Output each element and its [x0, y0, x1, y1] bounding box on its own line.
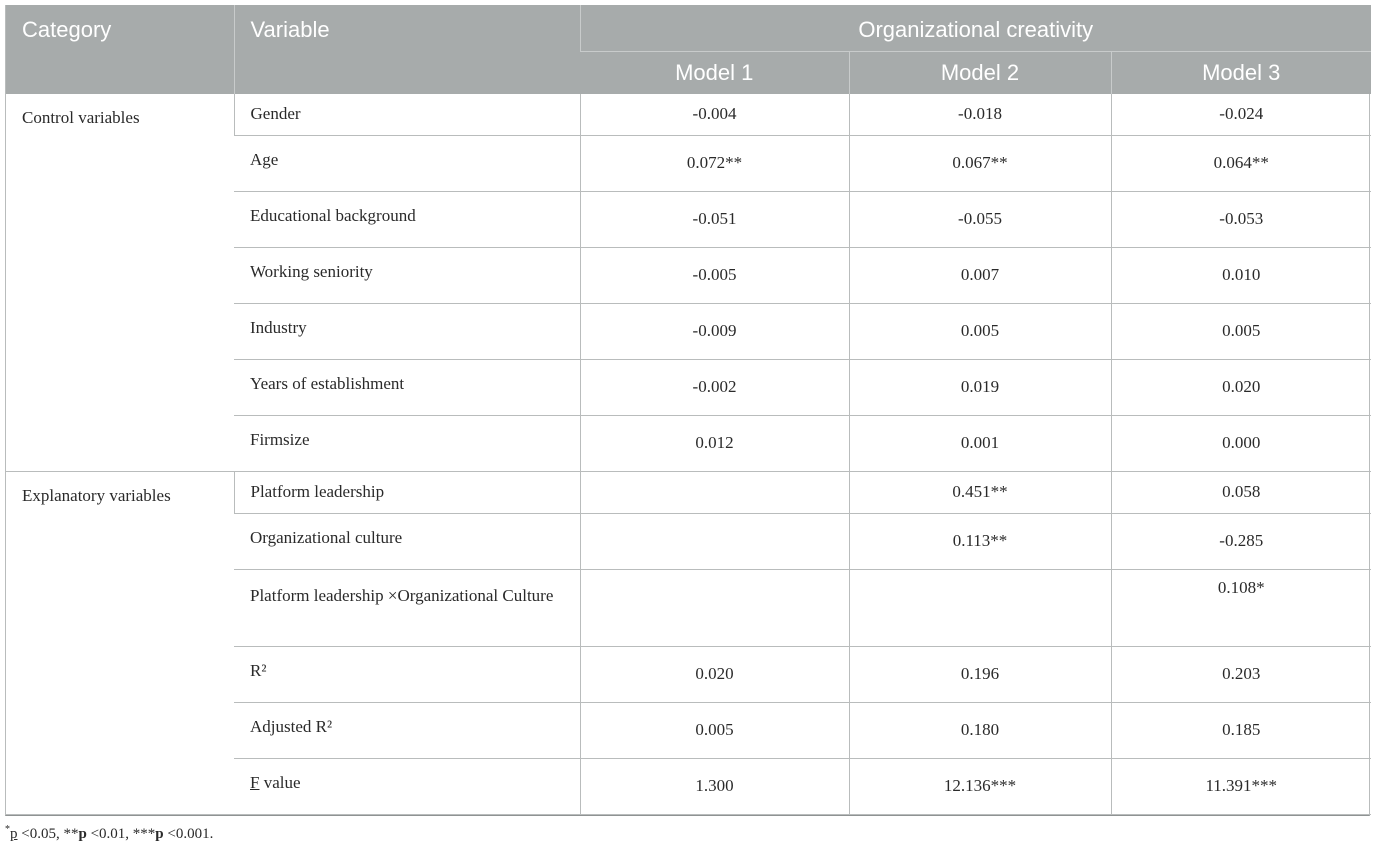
footnote-star: *	[5, 823, 10, 835]
header-variable: Variable	[234, 5, 580, 94]
model1-cell	[580, 513, 849, 569]
variable-cell: Organizational culture	[234, 513, 580, 569]
variable-cell: Platform leadership ×Organizational Culture	[234, 569, 580, 646]
category-control-variables: Control variables	[6, 94, 234, 472]
variable-cell	[234, 758, 580, 814]
model3-cell: 0.185	[1111, 702, 1371, 758]
footnote-p2: p	[78, 825, 87, 842]
model3-cell: 0.020	[1111, 359, 1371, 415]
table-frame	[5, 5, 1370, 816]
table-footnote	[5, 824, 1370, 843]
model1-cell	[580, 471, 849, 513]
model3-cell: 0.005	[1111, 303, 1371, 359]
model1-cell: -0.002	[580, 359, 849, 415]
category-explanatory-variables: Explanatory variables	[6, 471, 234, 814]
model2-cell	[849, 569, 1111, 646]
variable-cell: Firmsize	[234, 415, 580, 471]
table-row	[6, 94, 1371, 136]
model1-cell: -0.004	[580, 94, 849, 136]
model2-cell: 12.136***	[849, 758, 1111, 814]
header-category: Category	[6, 5, 234, 94]
model1-cell	[580, 569, 849, 646]
model2-cell: 0.067**	[849, 135, 1111, 191]
model2-cell: -0.018	[849, 94, 1111, 136]
model1-cell: 0.012	[580, 415, 849, 471]
model2-cell: 0.451**	[849, 471, 1111, 513]
model3-cell: 0.010	[1111, 247, 1371, 303]
variable-cell: Industry	[234, 303, 580, 359]
variable-cell: Working seniority	[234, 247, 580, 303]
model3-cell: -0.024	[1111, 94, 1371, 136]
model3-cell: 11.391***	[1111, 758, 1371, 814]
model1-cell: 0.072**	[580, 135, 849, 191]
variable-cell: Years of establishment	[234, 359, 580, 415]
variable-cell: Educational background	[234, 191, 580, 247]
variable-cell: Age	[234, 135, 580, 191]
model1-cell: -0.051	[580, 191, 849, 247]
model1-cell: 0.005	[580, 702, 849, 758]
model2-cell: 0.001	[849, 415, 1111, 471]
variable-cell: R²	[234, 646, 580, 702]
table-body	[6, 94, 1371, 815]
variable-cell: Gender	[234, 94, 580, 136]
model1-cell: -0.009	[580, 303, 849, 359]
header-model-1: Model 1	[580, 51, 849, 94]
model3-cell: 0.000	[1111, 415, 1371, 471]
variable-cell: Platform leadership	[234, 471, 580, 513]
footnote-p1: p	[10, 825, 18, 842]
variable-cell: Adjusted R²	[234, 702, 580, 758]
footnote-p3: p	[155, 825, 164, 842]
model3-cell: 0.203	[1111, 646, 1371, 702]
model3-cell: 0.108*	[1111, 569, 1371, 646]
model1-cell: 1.300	[580, 758, 849, 814]
model1-cell: 0.020	[580, 646, 849, 702]
table-header	[6, 5, 1371, 94]
model3-cell: 0.058	[1111, 471, 1371, 513]
header-model-2: Model 2	[849, 51, 1111, 94]
model1-cell: -0.005	[580, 247, 849, 303]
f-value-label: value	[259, 772, 301, 792]
model2-cell: 0.005	[849, 303, 1111, 359]
f-italic-label: F	[250, 772, 260, 792]
table-wrapper	[5, 5, 1370, 843]
model2-cell: 0.180	[849, 702, 1111, 758]
model3-cell: -0.053	[1111, 191, 1371, 247]
model2-cell: 0.019	[849, 359, 1111, 415]
table-row	[6, 471, 1371, 513]
model3-cell: 0.064**	[1111, 135, 1371, 191]
header-model-3: Model 3	[1111, 51, 1371, 94]
model2-cell: -0.055	[849, 191, 1111, 247]
footnote-t3: <0.001.	[163, 825, 214, 842]
model2-cell: 0.007	[849, 247, 1111, 303]
header-group-organizational-creativity: Organizational creativity	[580, 5, 1371, 51]
footnote-t1: <0.05, **	[17, 825, 79, 842]
model2-cell: 0.196	[849, 646, 1111, 702]
regression-table	[6, 5, 1371, 815]
model2-cell: 0.113**	[849, 513, 1111, 569]
footnote-t2: <0.01, ***	[86, 825, 156, 842]
model3-cell: -0.285	[1111, 513, 1371, 569]
